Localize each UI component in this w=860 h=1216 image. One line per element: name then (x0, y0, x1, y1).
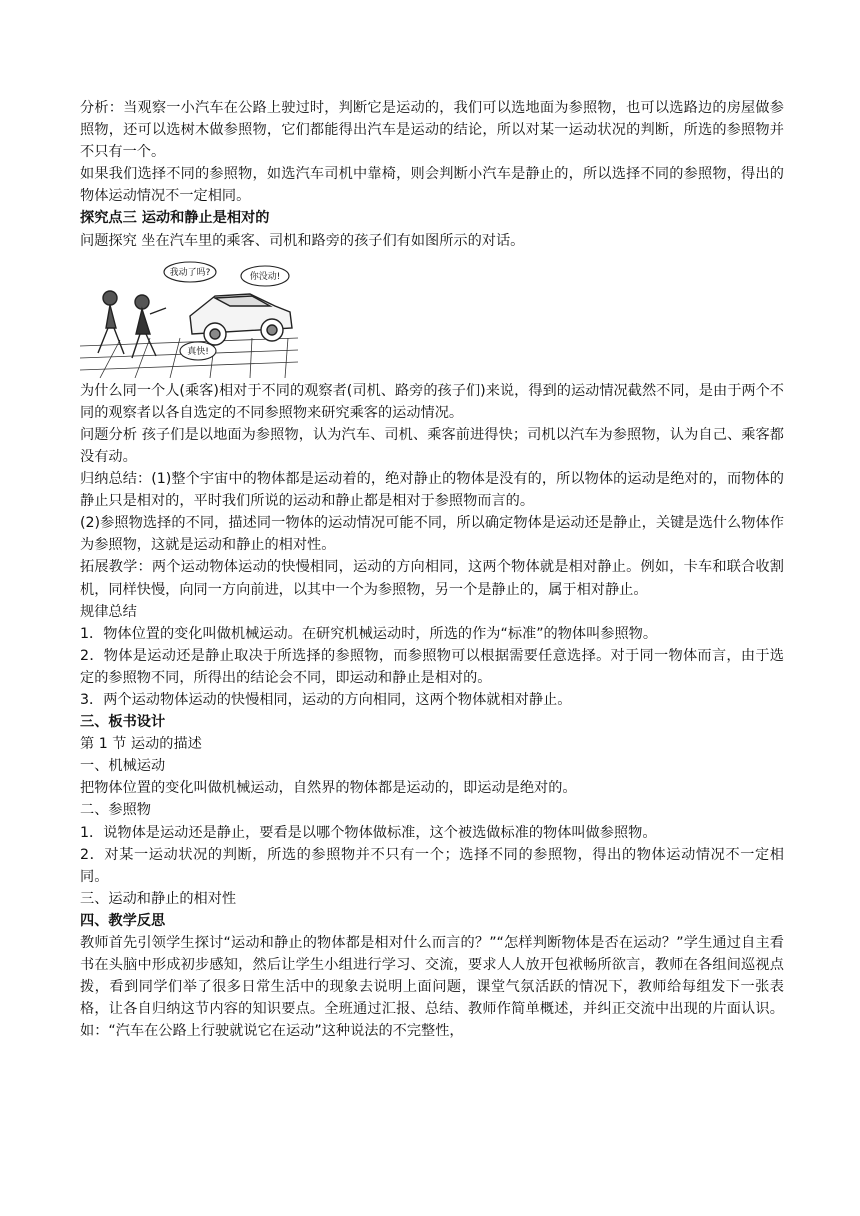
section-heading-board-design: 三、板书设计 (80, 714, 166, 731)
paragraph-analysis: 分析：当观察一小汽车在公路上驶过时，判断它是运动的，我们可以选地面为参照物，也可以选路边的房屋做参照物，还可以选树木做参照物，它们都能得出汽车是运动的结论，所以对某一运动状况的判断，所选的参照物并不只有一个。 (80, 100, 784, 161)
board-subtitle-reference: 二、参照物 (80, 802, 151, 819)
document-body (80, 97, 784, 1042)
board-lesson-title: 第 1 节 运动的描述 (80, 736, 202, 753)
car-dialogue-illustration (80, 258, 298, 378)
board-subtitle-mechanical: 一、机械运动 (80, 758, 166, 775)
rule-item-1: 1．物体位置的变化叫做机械运动。在研究机械运动时，所选的作为“标准”的物体叫参照物。 (80, 625, 658, 642)
board-reference-item-1: 1．说物体是运动还是静止，要看是以哪个物体做标准，这个被选做标准的物体叫做参照物。 (80, 824, 657, 841)
paragraph-rule-summary-title: 规律总结 (80, 603, 137, 620)
paragraph-why-different: 为什么同一个人(乘客)相对于不同的观察者(司机、路旁的孩子们)来说，得到的运动情况截然不同，是由于两个不同的观察者以各自选定的不同参照物来研究乘客的运动情况。 (80, 382, 784, 421)
section-heading-reflection: 四、教学反思 (80, 912, 166, 929)
bubble-driver-text: 你没动! (249, 271, 281, 282)
rule-item-3: 3．两个运动物体运动的快慢相同，运动的方向相同，这两个物体就相对静止。 (80, 691, 572, 708)
paragraph-question-analysis: 问题分析 孩子们是以地面为参照物，认为汽车、司机、乘客前进得快；司机以汽车为参照物，认为自己、乘客都没有动。 (80, 426, 784, 465)
rule-item-2: 2．物体是运动还是静止取决于所选择的参照物，而参照物可以根据需要任意选择。对于同一物体而言，由于选定的参照物不同，所得出的结论会不同，即运动和静止是相对的。 (80, 647, 784, 686)
board-subtitle-relativity: 三、运动和静止的相对性 (80, 890, 237, 907)
section-heading-explore-3: 探究点三 运动和静止是相对的 (80, 210, 270, 227)
paragraph-reflection: 教师首先引领学生探讨“运动和静止的物体都是相对什么而言的？”“怎样判断物体是否在运动？”学生通过自主看书在头脑中形成初步感知，然后让学生小组进行学习、交流，要求人人放开包袱畅所欲言，教师在各组间巡视点拨，看到同学们举了很多日常生活中的现象去说明上面问题，课堂气氛活跃的情况下，教师给每组发下一张表格，让各自归纳这节内容的知识要点。全班通过汇报、总结、教师作简单概述，并纠正交流中出现的片面认识。如：“汽车在公路上行驶就说它在运动”这种说法的不完整性， (80, 935, 784, 1040)
paragraph-question-explore: 问题探究 坐在汽车里的乘客、司机和路旁的孩子们有如图所示的对话。 (80, 232, 525, 249)
paragraph-reference-choice: 如果我们选择不同的参照物，如选汽车司机中靠椅，则会判断小汽车是静止的，所以选择不同的参照物，得出的物体运动情况不一定相同。 (80, 166, 784, 205)
board-reference-item-2: 2．对某一运动状况的判断，所选的参照物并不只有一个；选择不同的参照物，得出的物体运动情况不一定相同。 (80, 846, 784, 885)
board-text-mechanical: 把物体位置的变化叫做机械运动，自然界的物体都是运动的，即运动是绝对的。 (80, 780, 577, 797)
bubble-passenger-text: 我动了吗? (169, 267, 211, 278)
paragraph-extension: 拓展教学：两个运动物体运动的快慢相同，运动的方向相同，这两个物体就是相对静止。例如，卡车和联合收割机，同样快慢，向同一方向前进，以其中一个为参照物，另一个是静止的，属于相对静止。 (80, 559, 784, 598)
bubble-children-text: 真快! (187, 346, 209, 357)
paragraph-summary-1: 归纳总结：(1)整个宇宙中的物体都是运动着的，绝对静止的物体是没有的，所以物体的运动是绝对的，而物体的静止只是相对的，平时我们所说的运动和静止都是相对于参照物而言的。 (80, 471, 784, 510)
paragraph-summary-2: (2)参照物选择的不同，描述同一物体的运动情况可能不同，所以确定物体是运动还是静止，关键是选什么物体作为参照物，这就是运动和静止的相对性。 (80, 515, 784, 554)
